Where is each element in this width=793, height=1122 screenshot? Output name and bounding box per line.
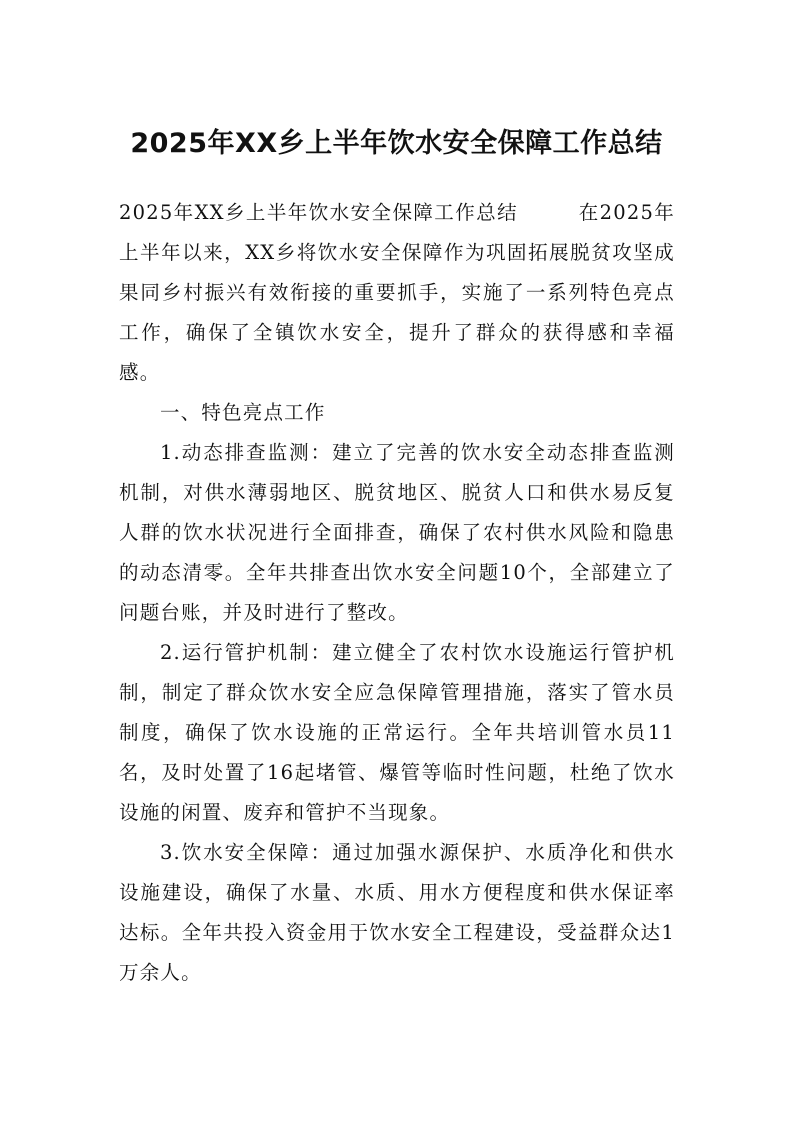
intro-lead: 2025年XX乡上半年饮水安全保障工作总结 (119, 201, 519, 224)
document-body (119, 193, 675, 993)
list-item: 3.饮水安全保障：通过加强水源保护、水质净化和供水设施建设，确保了水量、水质、用水方便程度和供水保证率达标。全年共投入资金用于饮水安全工程建设，受益群众达1万余人。 (119, 841, 675, 984)
document-title: 2025年XX乡上半年饮水安全保障工作总结 (130, 128, 663, 159)
intro-text: 在2025年上半年以来，XX乡将饮水安全保障作为巩固拓展脱贫攻坚成果同乡村振兴有效衔接的重要抓手，实施了一系列特色亮点工作，确保了全镇饮水安全，提升了群众的获得感和幸福感。 (119, 201, 676, 384)
list-item: 2.运行管护机制：建立健全了农村饮水设施运行管护机制，制定了群众饮水安全应急保障管理措施，落实了管水员制度，确保了饮水设施的正常运行。全年共培训管水员11名，及时处置了16起堵管、爆管等临时性问题，杜绝了饮水设施的闲置、废弃和管护不当现象。 (119, 641, 675, 824)
list-item: 1.动态排查监测：建立了完善的饮水安全动态排查监测机制，对供水薄弱地区、脱贫地区、脱贫人口和供水易反复人群的饮水状况进行全面排查，确保了农村供水风险和隐患的动态清零。全年共排查出饮水安全问题10个，全部建立了问题台账，并及时进行了整改。 (119, 441, 675, 624)
section-heading: 一、特色亮点工作 (159, 401, 326, 424)
intro-paragraph (119, 193, 675, 393)
